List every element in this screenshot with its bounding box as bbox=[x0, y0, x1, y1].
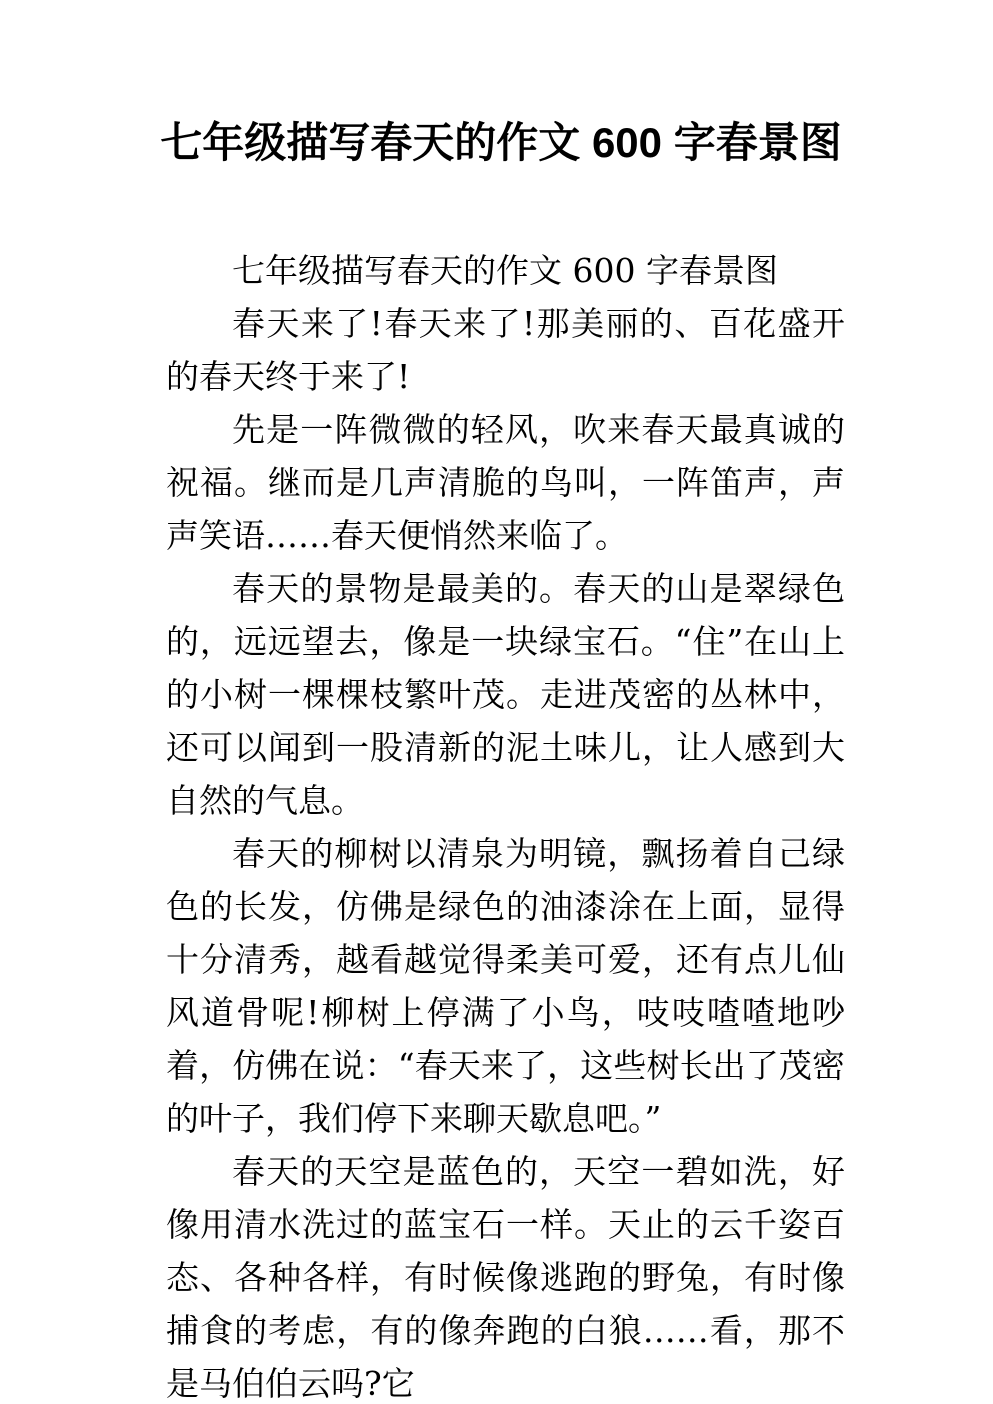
essay-paragraph: 春天来了!春天来了!那美丽的、百花盛开的春天终于来了! bbox=[166, 304, 845, 396]
essay-heading-line: 七年级描写春天的作文 600 字春景图 bbox=[232, 251, 778, 290]
document-body bbox=[166, 244, 845, 1404]
document-title: 七年级描写春天的作文 600 字春景图 bbox=[160, 119, 842, 166]
essay-paragraph: 春天的景物是最美的。春天的山是翠绿色的，远远望去，像是一块绿宝石。“住”在山上的小树一棵棵枝繁叶茂。走进茂密的丛林中，还可以闻到一股清新的泥土味儿，让人感到大自然的气息。 bbox=[166, 569, 845, 820]
essay-paragraph: 先是一阵微微的轻风，吹来春天最真诚的祝福。继而是几声清脆的鸟叫，一阵笛声，声声笑语……春天便悄然来临了。 bbox=[166, 410, 845, 555]
essay-paragraph: 春天的柳树以清泉为明镜，飘扬着自己绿色的长发，仿佛是绿色的油漆涂在上面，显得十分清秀，越看越觉得柔美可爱，还有点儿仙风道骨呢!柳树上停满了小鸟，吱吱喳喳地吵着，仿佛在说：“春天来了，这些树长出了茂密的叶子，我们停下来聊天歇息吧。” bbox=[166, 834, 845, 1138]
essay-paragraph: 春天的天空是蓝色的，天空一碧如洗，好像用清水洗过的蓝宝石一样。天止的云千姿百态、各种各样，有时候像逃跑的野兔，有时像捕食的考虑，有的像奔跑的白狼……看，那不是马伯伯云吗?它 bbox=[166, 1152, 845, 1403]
